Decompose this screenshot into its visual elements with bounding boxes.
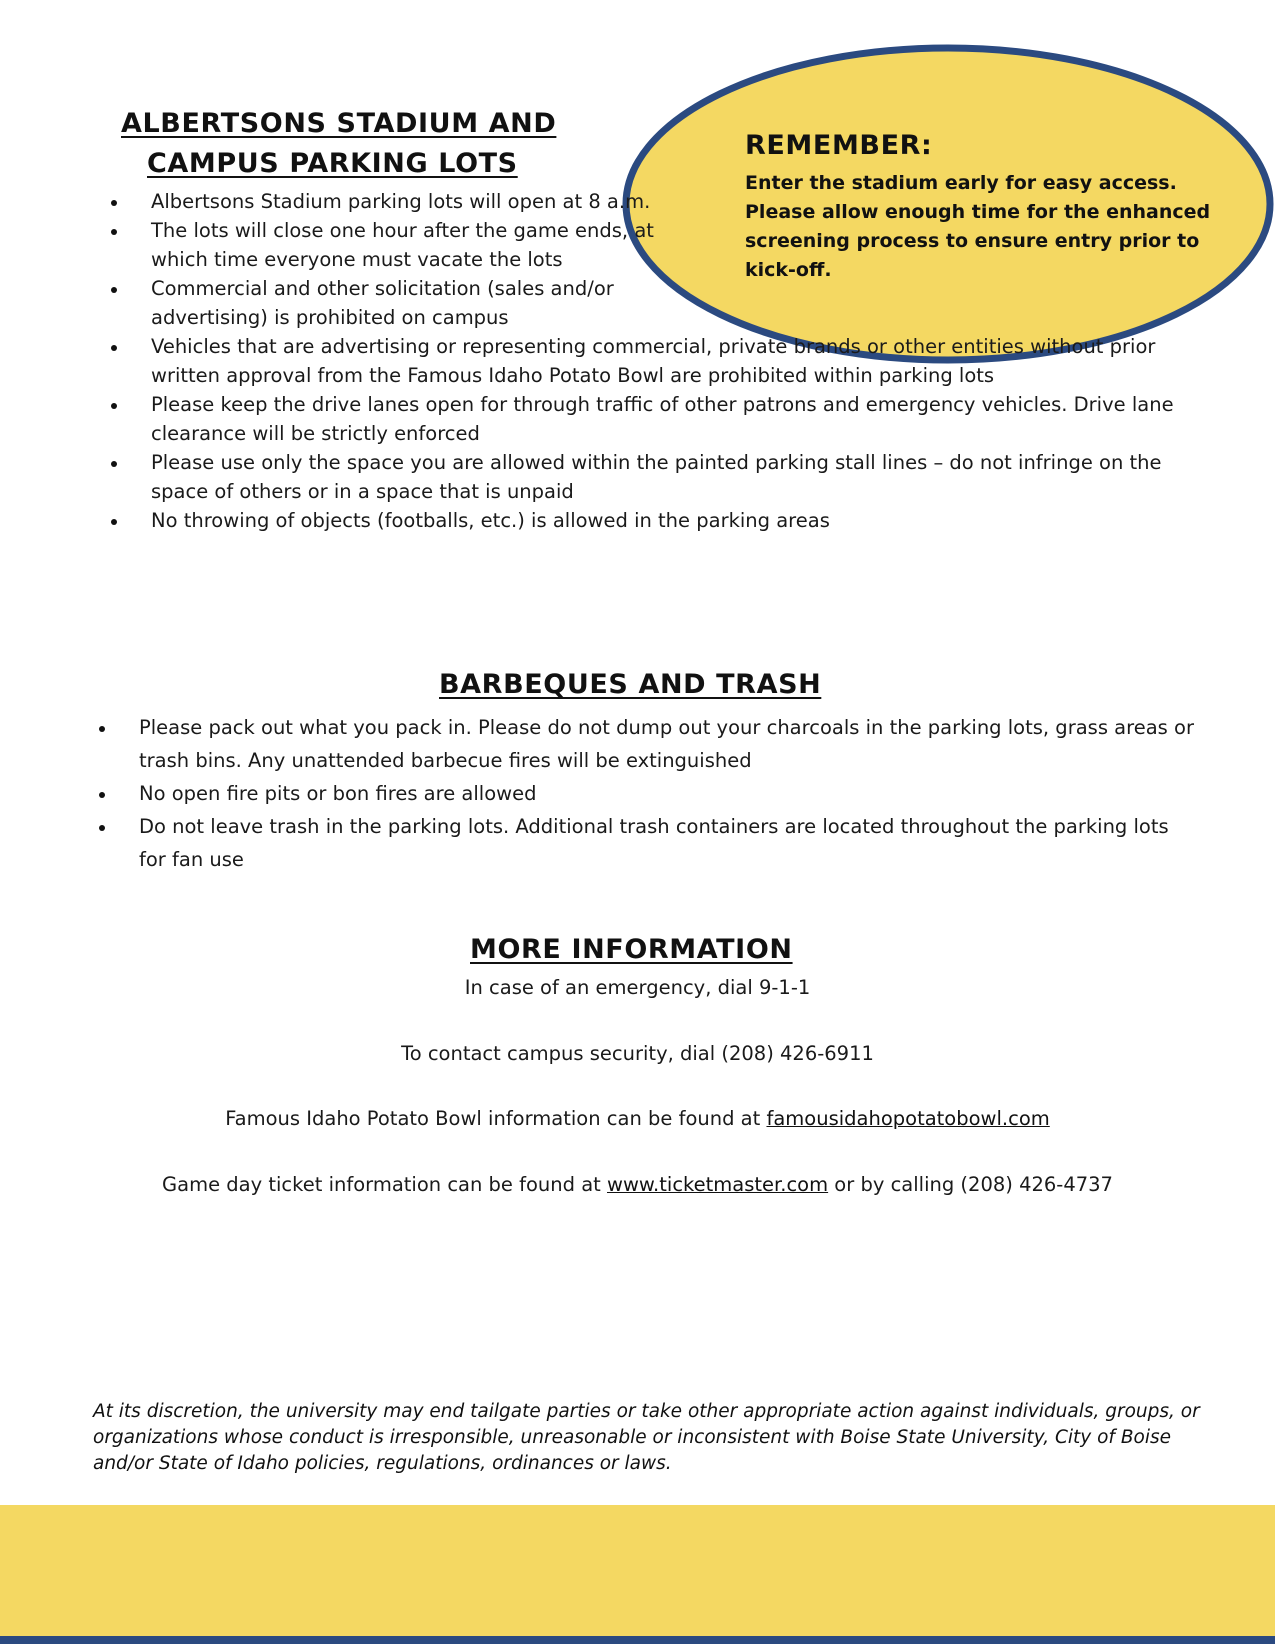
security-line: To contact campus security, dial (208) 426-6911: [401, 1042, 874, 1065]
list-item: Do not leave trash in the parking lots. Additional trash containers are located throughout the parking lots for fan use: [99, 810, 1199, 876]
ticket-info-text: Game day ticket information can be found at: [162, 1173, 607, 1196]
list-item: Commercial and other solicitation (sales and/or advertising) is prohibited on campus: [111, 274, 671, 332]
list-item: Please keep the drive lanes open for through traffic of other patrons and emergency vehicles. Drive lane clearance will be strictly enforced: [111, 390, 1191, 448]
list-item: Please pack out what you pack in. Please do not dump out your charcoals in the parking lots, grass areas or trash bins. Any unattended barbecue fires will be extinguished: [99, 711, 1199, 777]
bbq-rules-list: [99, 711, 1199, 876]
remember-text: Enter the stadium early for easy access. Please allow enough time for the enhanced screening process to ensure entry prior to kick-off.: [745, 172, 1211, 281]
parking-title-line2: CAMPUS PARKING LOTS: [147, 148, 518, 179]
list-item: Vehicles that are advertising or representing commercial, private brands or other entities without prior written approval from the Famous Idaho Potato Bowl are prohibited within parking lots: [111, 332, 1191, 390]
remember-title: REMEMBER:: [745, 130, 933, 161]
list-item: Albertsons Stadium parking lots will open at 8 a.m.: [111, 187, 671, 216]
bbq-title: BARBEQUES AND TRASH: [439, 669, 822, 700]
parking-rules-list: [111, 187, 1191, 535]
bowl-info-text: Famous Idaho Potato Bowl information can be found at: [225, 1107, 767, 1130]
list-item: The lots will close one hour after the game ends, at which time everyone must vacate the lots: [111, 216, 671, 274]
bowl-website-link[interactable]: famousidahopotatobowl.com: [766, 1107, 1050, 1130]
parking-title-line1: ALBERTSONS STADIUM AND: [121, 108, 557, 139]
footer-yellow-band: [0, 1505, 1275, 1636]
list-item: No throwing of objects (footballs, etc.) is allowed in the parking areas: [111, 506, 1191, 535]
footer-blue-rule: [0, 1636, 1275, 1644]
ticket-info-line: [0, 1173, 1275, 1196]
more-info-title: MORE INFORMATION: [470, 934, 793, 965]
ticket-phone-text: or by calling (208) 426-4737: [828, 1173, 1113, 1196]
bowl-info-line: [0, 1107, 1275, 1130]
list-item: No open fire pits or bon fires are allowed: [99, 777, 1199, 810]
list-item: Please use only the space you are allowed within the painted parking stall lines – do not infringe on the space of others or in a space that is unpaid: [111, 448, 1191, 506]
ticketmaster-link[interactable]: www.ticketmaster.com: [607, 1173, 829, 1196]
disclaimer-text: At its discretion, the university may end tailgate parties or take other appropriate action against individuals, groups, or organizations whose conduct is irresponsible, unreasonable or inconsistent with Boise State University, City of Boise and/or State of Idaho policies, regulations, ordinances or laws.: [93, 1401, 1200, 1474]
emergency-line: In case of an emergency, dial 9-1-1: [464, 976, 811, 999]
